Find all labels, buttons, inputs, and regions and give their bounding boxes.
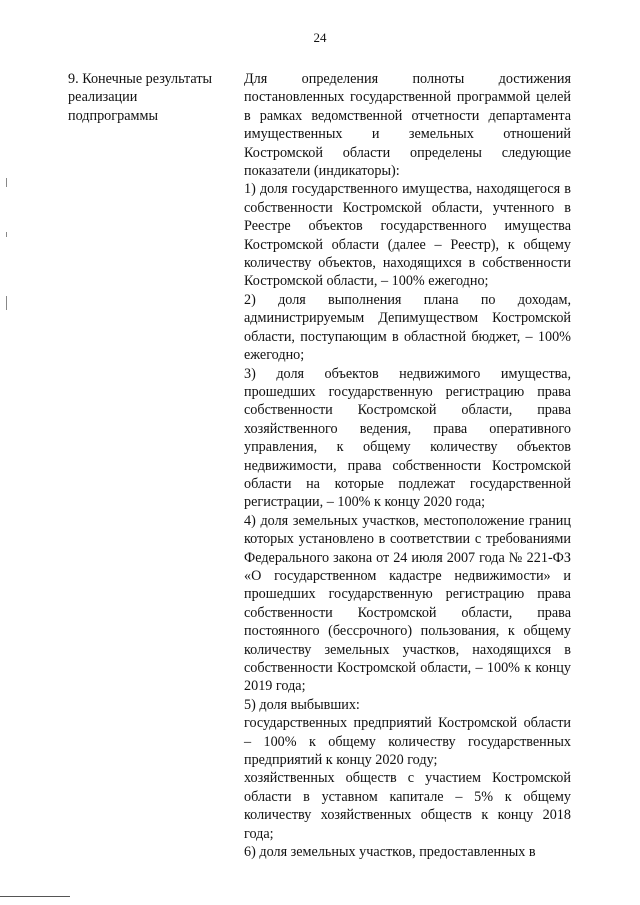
section-heading-cell [68, 70, 238, 125]
indicator-5-heading: 5) доля выбывших: [244, 696, 360, 713]
results-table [0, 70, 640, 905]
indicator-5-enterprises-paragraph: государственных предприятий Костромской области – 100% к общему количеству государственных предприятий к концу 2020 году; [244, 715, 571, 769]
section-heading-line: реализации [68, 89, 138, 106]
indicator-1-paragraph: 1) доля государственного имущества, находящегося в собственности Костромской области, учтенного в Реестре объектов государственного имущества Костромской области (далее – Реестр), к общему количеству объектов, находящихся в собственности Костромской области, – 100% ежегодно; [244, 181, 571, 290]
scan-margin-mark [6, 178, 7, 187]
scan-margin-mark [6, 296, 7, 310]
indicator-3-paragraph: 3) доля объектов недвижимого имущества, прошедших государственную регистрацию права собственности Костромской области, права хозяйственного ведения, права оперативного управления, к общему количеству объектов недвижимости, права собственности Костромской области на которые подлежат государственной регистрации, – 100% к концу 2020 года; [244, 365, 571, 511]
page-number: 24 [313, 30, 327, 45]
indicator-2-paragraph: 2) доля выполнения плана по доходам, администрируемым Депимуществом Костромской области, поступающим в областной бюджет, – 100% ежегодно; [244, 291, 571, 364]
scan-margin-mark [6, 232, 7, 237]
section-content-cell [244, 70, 571, 861]
indicator-5-companies-paragraph: хозяйственных обществ с участием Костромской области в уставном капитале – 5% к общему количеству хозяйственных обществ к концу 2018 года; [244, 770, 571, 842]
indicator-6-paragraph: 6) доля земельных участков, предоставленных в [244, 844, 536, 861]
intro-paragraph: Для определения полноты достижения постановленных государственной программой целей в рамках ведомственной отчетности департамента имущественных и земельных отношений Костромской области определены следующие показатели (индикаторы): [244, 71, 571, 180]
indicator-4-paragraph: 4) доля земельных участков, местоположение границ которых установлено в соответствии с требованиями Федерального закона от 24 июля 2007 года № 221-ФЗ «О государственном кадастре недвижимости» и прошедших государственную регистрацию права собственности Костромской области, права постоянного (бессрочного) пользования, к общему количеству земельных участков, находящихся в собственности Костромской области, – 100% к концу 2019 года; [244, 512, 571, 695]
footer-rule [0, 896, 70, 897]
section-heading-line: 9. Конечные результаты [68, 71, 213, 87]
section-heading-line: подпрограммы [68, 107, 158, 124]
